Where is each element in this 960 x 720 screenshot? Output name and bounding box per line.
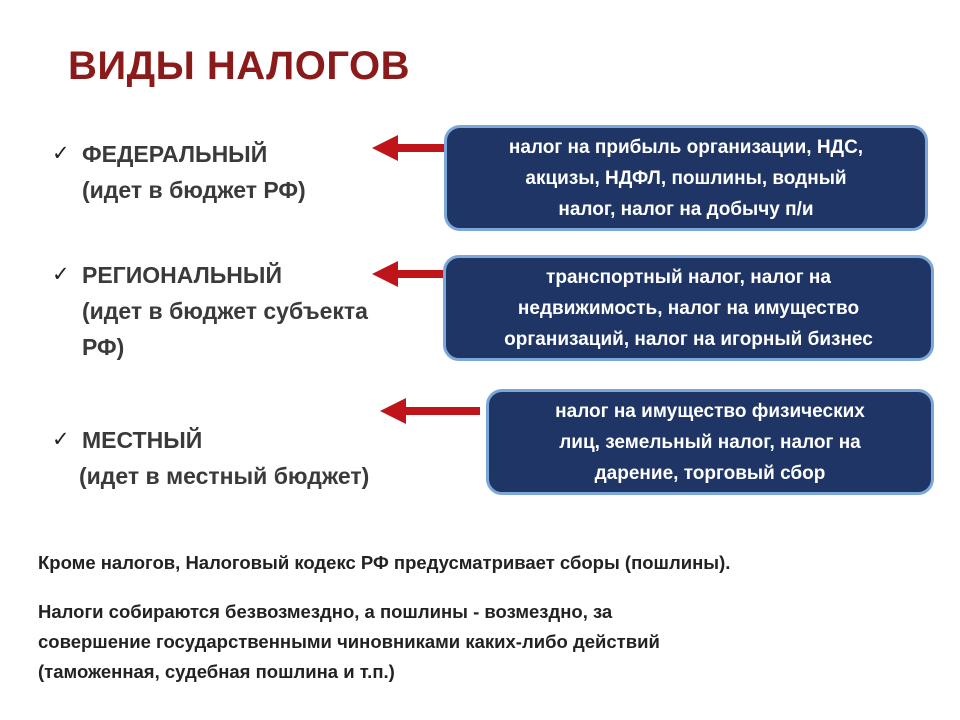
note-line: (таможенная, судебная пошлина и т.п.): [38, 661, 395, 682]
category-regional: [52, 257, 368, 365]
category-desc: РФ): [82, 334, 125, 360]
box-line: налог на прибыль организации, НДС,: [508, 136, 864, 158]
checkmark-icon: ✓: [52, 142, 70, 165]
note-difference: [38, 597, 660, 687]
checkmark-icon: ✓: [52, 428, 70, 451]
box-line: дарение, торговый сбор: [594, 462, 826, 484]
box-line: организаций, налог на игорный бизнес: [504, 328, 873, 350]
category-local: [52, 422, 370, 494]
box-line: акцизы, НДФЛ, пошлины, водный: [525, 167, 847, 189]
note-line: Налоги собираются безвозмездно, а пошлины - возмездно, за: [38, 601, 613, 622]
box-line: лиц, земельный налог, налог на: [559, 431, 861, 453]
checkmark-icon: ✓: [52, 263, 70, 286]
slide-title: ВИДЫ НАЛОГОВ: [68, 44, 410, 88]
category-desc: (идет в местный бюджет): [79, 463, 370, 489]
box-line: транспортный налог, налог на: [546, 266, 831, 288]
category-federal: [52, 136, 306, 208]
box-line: налог, налог на добычу п/и: [558, 198, 814, 220]
regional-taxes-box: [443, 255, 934, 361]
box-line: налог на имущество физических: [555, 400, 865, 422]
category-desc: (идет в бюджет субъекта: [82, 298, 368, 324]
category-name: МЕСТНЫЙ: [82, 427, 203, 453]
arrow-left-icon: [380, 398, 480, 424]
note-line: Кроме налогов, Налоговый кодекс РФ предусматривает сборы (пошлины).: [38, 552, 731, 573]
federal-taxes-box: [444, 125, 928, 231]
category-name: ФЕДЕРАЛЬНЫЙ: [82, 141, 268, 167]
category-name: РЕГИОНАЛЬНЫЙ: [82, 262, 282, 288]
category-desc: (идет в бюджет РФ): [82, 177, 306, 203]
note-line: совершение государственными чиновниками каких-либо действий: [38, 631, 660, 652]
box-line: недвижимость, налог на имущество: [517, 297, 860, 319]
note-fees: [38, 548, 730, 578]
local-taxes-box: [486, 389, 934, 495]
